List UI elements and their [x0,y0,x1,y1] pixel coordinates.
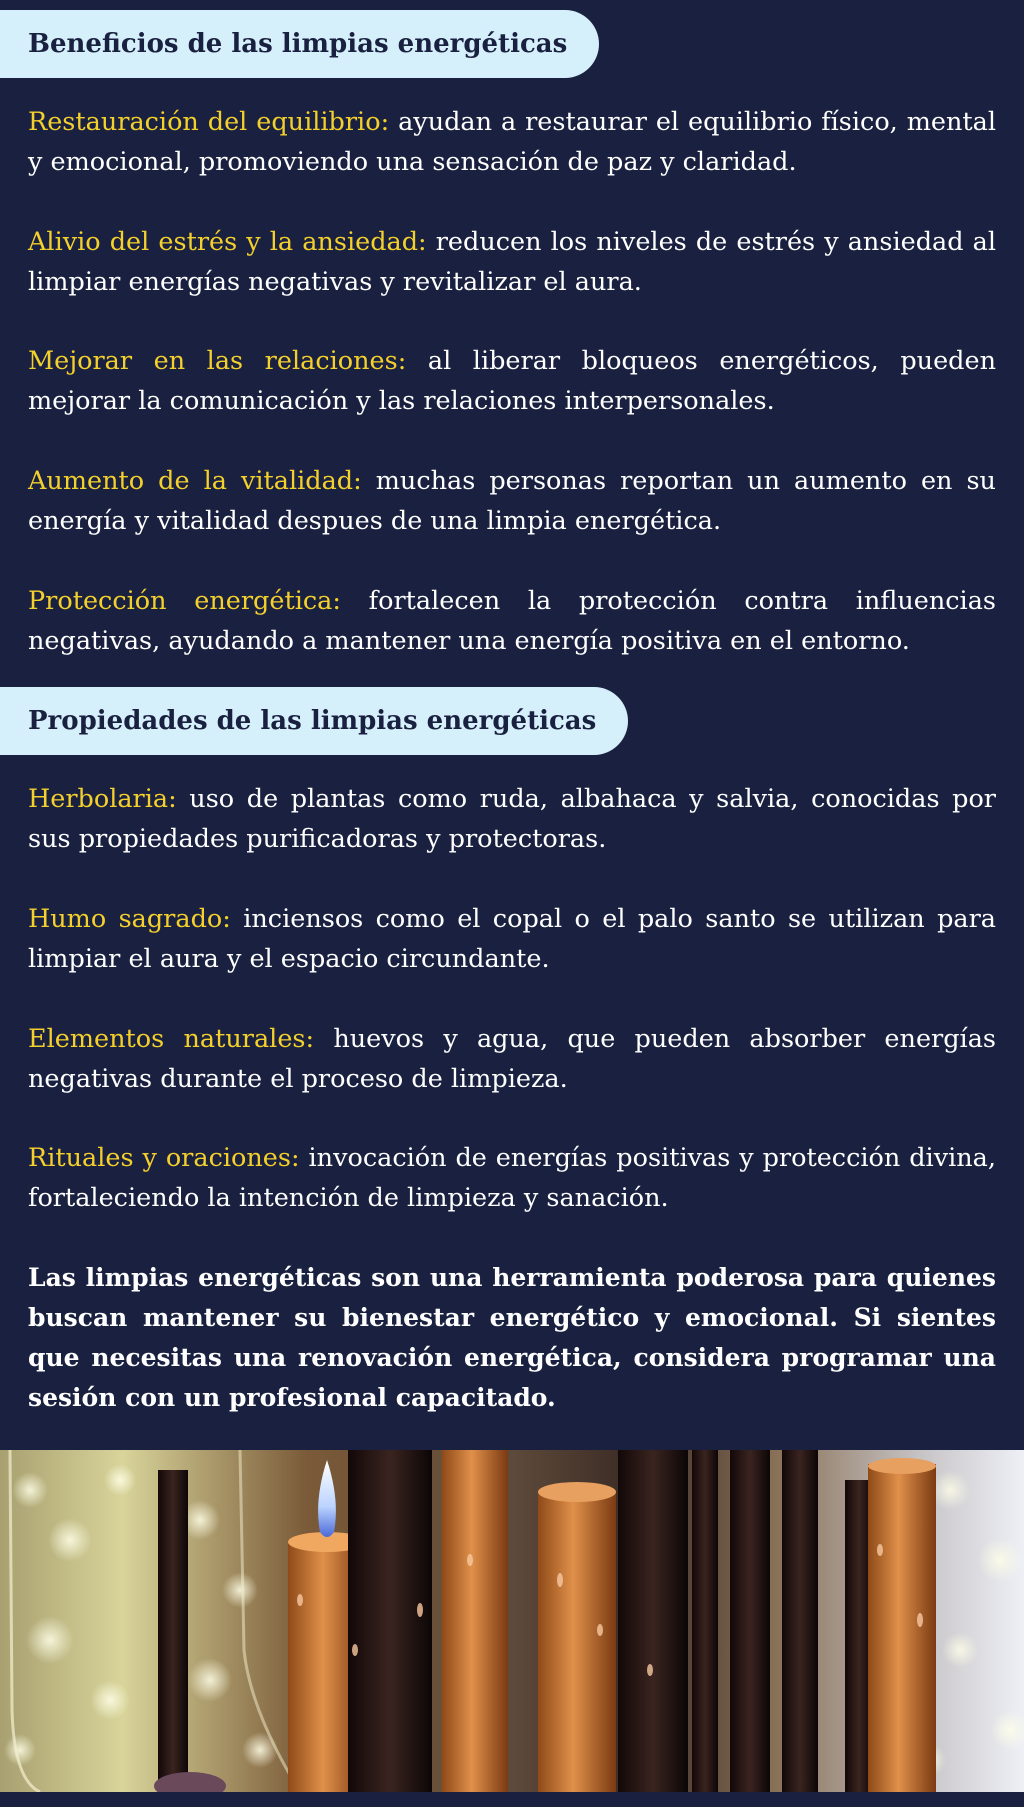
closing-paragraph: Las limpias energéticas son una herramienta poderosa para quienes buscan mantener su bienestar energético y emocional. Si sientes que necesitas una renovación energética, considera programar una sesión con un profesional capacitado. [28,1263,996,1412]
property-item [28,1138,996,1218]
benefit-text: ayudan a restaurar el equilibrio físico, mental y emocional, promoviendo una sensación de paz y claridad. [28,107,996,177]
benefit-item [28,341,996,421]
benefit-text: al liberar bloqueos energéticos, pueden mejorar la comunicación y las relaciones interpersonales. [28,346,997,416]
property-term: Humo sagrado: [28,904,231,934]
candles-illustration [0,1450,1024,1792]
property-text: huevos y agua, que pueden absorber energías negativas durante el proceso de limpieza. [28,1024,996,1094]
property-term: Herbolaria: [28,784,177,814]
candles-photo [0,1450,1024,1792]
benefit-term: Aumento de la vitalidad: [28,466,362,496]
benefit-item [28,461,996,541]
property-term: Rituales y oraciones: [28,1143,300,1173]
property-item [28,779,996,859]
benefit-item [28,102,996,182]
property-text: inciensos como el copal o el palo santo se utilizan para limpiar el aura y el espacio circundante. [28,904,996,974]
benefit-text: muchas personas reportan un aumento en su energía y vitalidad despues de una limpia energética. [28,466,996,536]
property-term: Elementos naturales: [28,1024,315,1054]
benefit-term: Alivio del estrés y la ansiedad: [28,227,427,257]
benefit-term: Restauración del equilibrio: [28,107,390,137]
properties-heading: Propiedades de las limpias energéticas [0,687,628,755]
property-text: invocación de energías positivas y protección divina, fortaleciendo la intención de limpieza y sanación. [28,1143,996,1213]
benefit-term: Protección energética: [28,586,341,616]
benefit-text: reducen los niveles de estrés y ansiedad al limpiar energías negativas y revitalizar el aura. [28,227,996,297]
benefit-item [28,222,996,302]
property-text: uso de plantas como ruda, albahaca y salvia, conocidas por sus propiedades purificadoras y protectoras. [28,784,996,854]
property-item [28,1019,996,1099]
property-item [28,899,996,979]
benefits-heading: Beneficios de las limpias energéticas [0,10,599,78]
benefit-text: fortalecen la protección contra influencias negativas, ayudando a mantener una energía positiva en el entorno. [28,586,996,656]
benefit-term: Mejorar en las relaciones: [28,346,407,376]
benefit-item [28,581,996,661]
